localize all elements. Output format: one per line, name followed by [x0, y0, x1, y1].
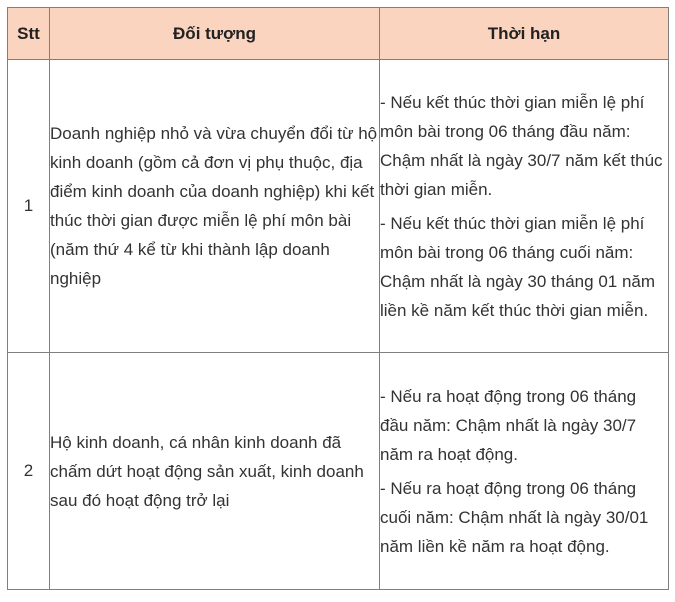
row-deadline	[380, 60, 669, 353]
row-deadline	[380, 353, 669, 590]
row-stt: 1	[8, 60, 50, 353]
deadline-item: - Nếu ra hoạt động trong 06 tháng cuối năm: Chậm nhất là ngày 30/01 năm liền kề năm ra hoạt động.	[380, 478, 649, 556]
table-header-row	[8, 8, 669, 60]
row-object: Doanh nghiệp nhỏ và vừa chuyển đổi từ hộ kinh doanh (gồm cả đơn vị phụ thuộc, địa điểm kinh doanh của doanh nghiệp) khi kết thúc thời gian được miễn lệ phí môn bài (năm thứ 4 kể từ khi thành lập doanh nghiệp	[50, 60, 380, 353]
deadline-table	[7, 7, 669, 590]
header-stt: Stt	[8, 8, 50, 60]
header-deadline: Thời hạn	[380, 8, 669, 60]
row-stt: 2	[8, 353, 50, 590]
table-row	[8, 60, 669, 353]
deadline-item: - Nếu kết thúc thời gian miễn lệ phí môn bài trong 06 tháng cuối năm: Chậm nhất là ngày 30 tháng 01 năm liền kề năm kết thúc thời gian miễn.	[380, 213, 656, 320]
row-object: Hộ kinh doanh, cá nhân kinh doanh đã chấm dứt hoạt động sản xuất, kinh doanh sau đó hoạt động trở lại	[50, 353, 380, 590]
deadline-item: - Nếu kết thúc thời gian miễn lệ phí môn bài trong 06 tháng đầu năm: Chậm nhất là ngày 30/7 năm kết thúc thời gian miễn.	[380, 92, 663, 199]
header-object: Đối tượng	[50, 8, 380, 60]
deadline-item: - Nếu ra hoạt động trong 06 tháng đầu năm: Chậm nhất là ngày 30/7 năm ra hoạt động.	[380, 386, 637, 464]
table-row	[8, 353, 669, 590]
